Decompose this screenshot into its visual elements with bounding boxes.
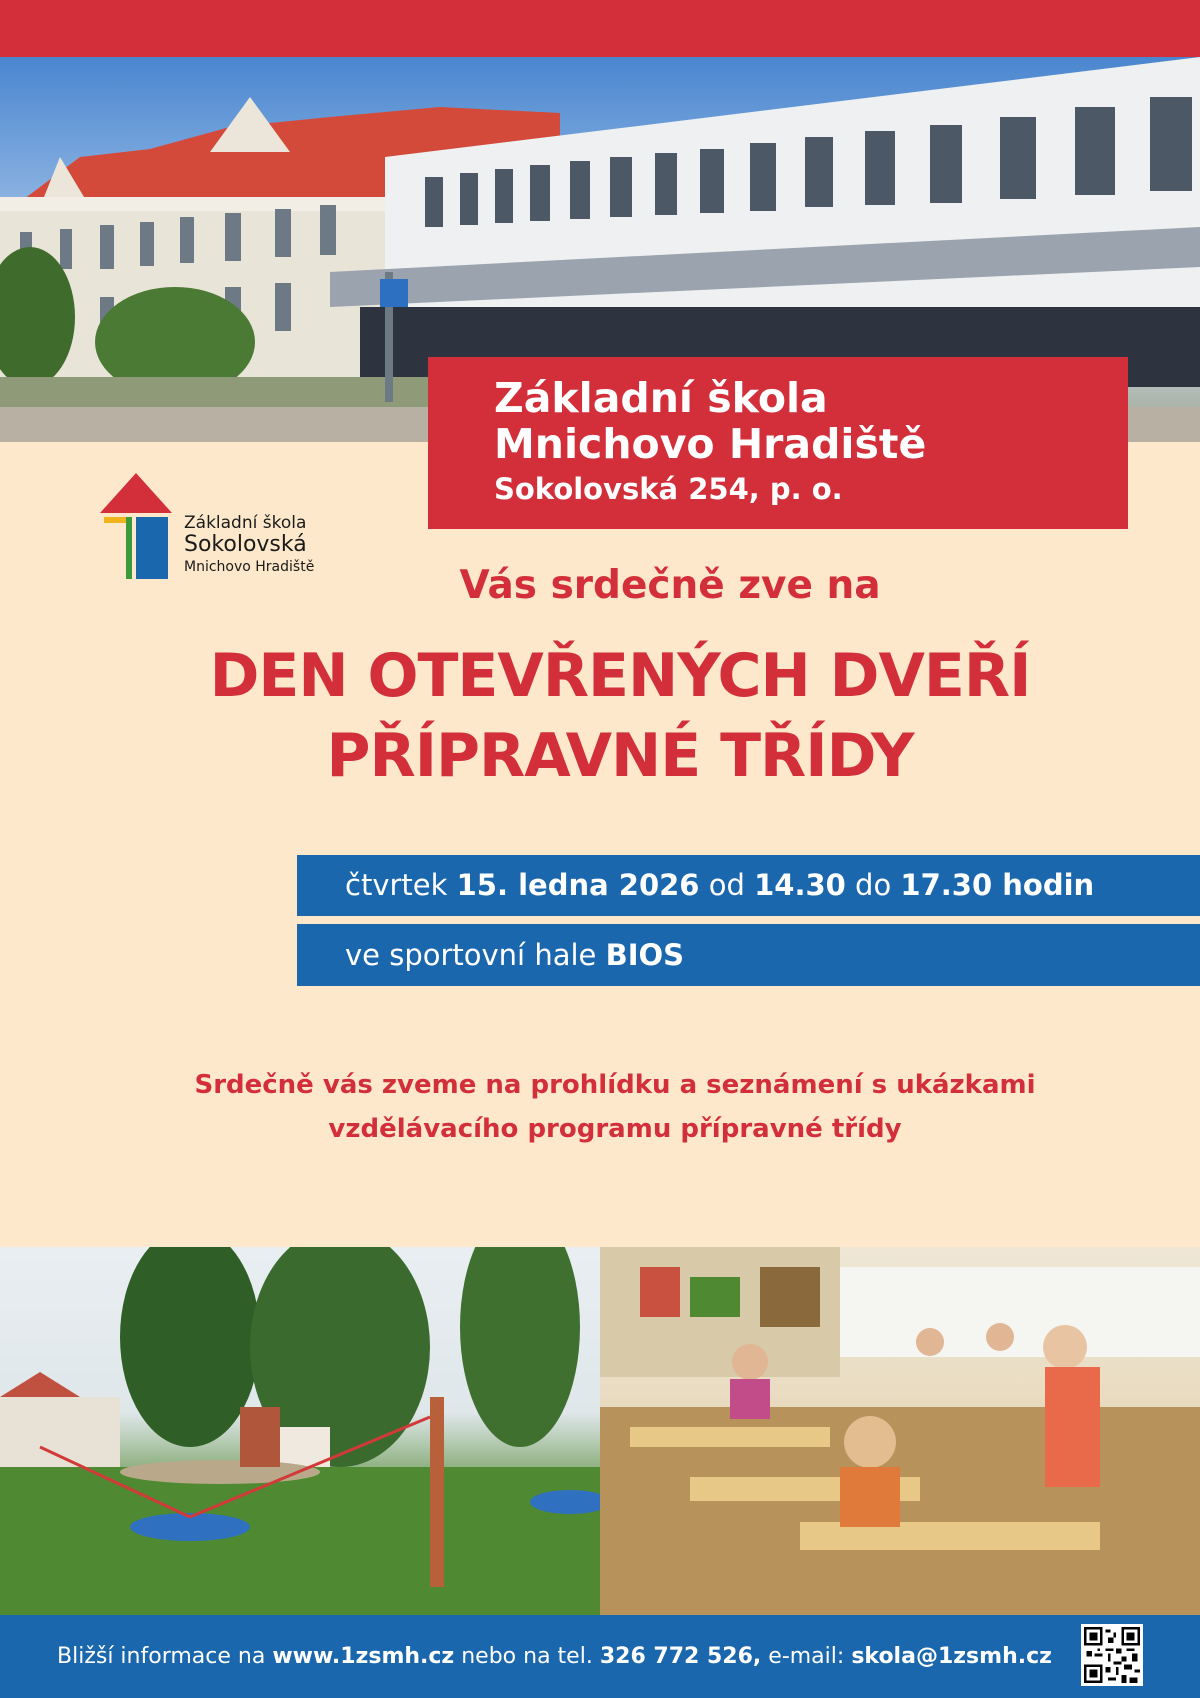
footer-prefix: Bližší informace na	[57, 1644, 266, 1669]
event-place: BIOS	[605, 938, 685, 972]
headline-line1: DEN OTEVŘENÝCH DVEŘÍ	[209, 641, 1031, 711]
classroom-photo	[600, 1247, 1200, 1615]
playground-photo	[0, 1247, 600, 1615]
event-headline	[0, 636, 1200, 796]
footer-phone-prefix: nebo na tel.	[461, 1644, 593, 1669]
event-description	[0, 1063, 1200, 1151]
event-from-word: od	[708, 868, 745, 902]
school-name-line2: Mnichovo Hradiště	[494, 420, 927, 468]
footer-email-prefix: e-mail:	[768, 1644, 845, 1669]
school-address: Sokolovská 254, p. o.	[494, 472, 843, 506]
logo-line3: Mnichovo Hradiště	[184, 559, 315, 575]
description-line1: Srdečně vás zveme na prohlídku a seznámení s ukázkami	[194, 1070, 1036, 1100]
logo-line1: Základní škola	[184, 513, 307, 533]
event-day: čtvrtek	[345, 868, 448, 902]
footer-bar	[0, 1615, 1200, 1698]
event-date-bar	[297, 855, 1200, 916]
event-to-word: do	[855, 868, 892, 902]
invite-text: Vás srdečně zve na	[459, 563, 881, 608]
school-name-line1: Základní škola	[494, 374, 828, 422]
headline-line2: PŘÍPRAVNÉ TŘÍDY	[326, 721, 914, 791]
footer-phone: 326 772 526,	[599, 1644, 762, 1669]
footer-website-link[interactable]: www.1zsmh.cz	[272, 1644, 455, 1669]
school-title-box	[428, 357, 1128, 529]
logo-line2: Sokolovská	[184, 532, 307, 557]
footer-contact	[57, 1615, 1052, 1698]
event-time-to: 17.30 hodin	[900, 868, 1095, 902]
qr-code-icon	[1081, 1624, 1143, 1686]
event-date: 15. ledna 2026	[456, 868, 700, 902]
event-place-prefix: ve sportovní hale	[345, 938, 597, 972]
description-line2: vzdělávacího programu přípravné třídy	[328, 1114, 902, 1144]
footer-email-link[interactable]: skola@1zsmh.cz	[851, 1644, 1052, 1669]
top-red-bar	[0, 0, 1200, 57]
event-place-bar	[297, 924, 1200, 986]
event-time-from: 14.30	[754, 868, 846, 902]
